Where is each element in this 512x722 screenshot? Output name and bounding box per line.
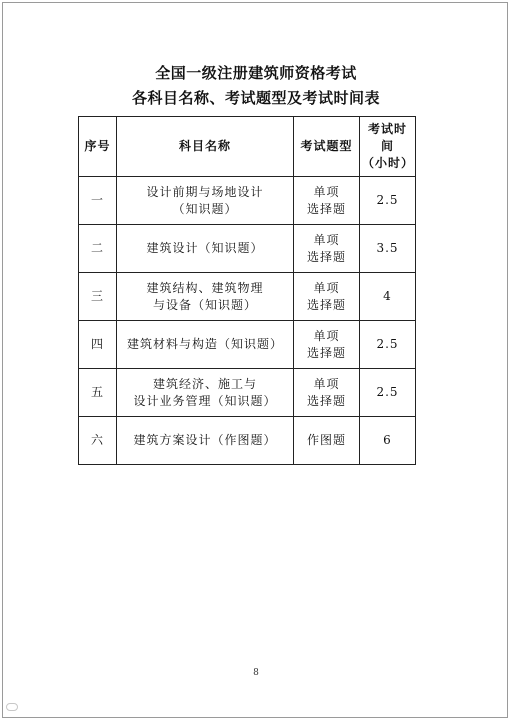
page-number: 8 — [253, 668, 259, 678]
subject-line2: 设计业务管理（知识题） — [133, 393, 277, 408]
type-line1: 作图题 — [306, 433, 346, 447]
row-seq: 五 — [79, 369, 117, 417]
subject-line2: 与设备（知识题） — [152, 297, 257, 312]
row-seq: 三 — [79, 273, 117, 321]
header-seq: 序号 — [79, 117, 117, 177]
row-hours: 4 — [360, 273, 416, 321]
row-subject — [117, 177, 294, 225]
row-subject — [117, 417, 294, 465]
watermark-icon — [6, 703, 18, 711]
subject-line1: 设计前期与场地设计 — [146, 184, 264, 199]
row-subject — [117, 369, 294, 417]
subject-line1: 建筑结构、建筑物理 — [146, 280, 264, 295]
row-hours: 6 — [360, 417, 416, 465]
row-seq: 二 — [79, 225, 117, 273]
subject-line1: 建筑经济、施工与 — [152, 376, 257, 391]
row-hours: 2.5 — [360, 321, 416, 369]
row-subject — [117, 321, 294, 369]
document-title-line1: 全国一级注册建筑师资格考试 — [155, 64, 357, 82]
table-row — [79, 321, 416, 369]
row-hours: 2.5 — [360, 369, 416, 417]
header-duration — [360, 117, 416, 177]
type-line2: 选择题 — [306, 297, 346, 312]
row-question-type — [294, 321, 360, 369]
table-row — [79, 225, 416, 273]
subject-line1: 建筑方案设计（作图题） — [133, 433, 277, 447]
type-line2: 选择题 — [306, 249, 346, 264]
type-line2: 选择题 — [306, 345, 346, 360]
row-question-type — [294, 177, 360, 225]
table-row — [79, 417, 416, 465]
type-line2: 选择题 — [306, 393, 346, 408]
row-hours: 3.5 — [360, 225, 416, 273]
subject-line2: （知识题） — [172, 201, 238, 216]
row-subject — [117, 273, 294, 321]
table-row — [79, 177, 416, 225]
subject-line1: 建筑设计（知识题） — [146, 241, 264, 255]
type-line2: 选择题 — [306, 201, 346, 216]
table-row — [79, 273, 416, 321]
type-line1: 单项 — [313, 184, 340, 199]
header-duration-line2: （小时） — [362, 156, 415, 170]
type-line1: 单项 — [313, 280, 340, 295]
row-question-type — [294, 225, 360, 273]
document-title-line2: 各科目名称、考试题型及考试时间表 — [131, 89, 380, 107]
exam-schedule-table — [78, 116, 416, 465]
row-question-type — [294, 273, 360, 321]
watermark-logo — [6, 703, 18, 711]
row-question-type — [294, 369, 360, 417]
header-subject: 科目名称 — [117, 117, 294, 177]
type-line1: 单项 — [313, 232, 340, 247]
subject-line1: 建筑材料与构造（知识题） — [126, 337, 283, 351]
row-question-type — [294, 417, 360, 465]
header-question-type: 考试题型 — [294, 117, 360, 177]
row-seq: 一 — [79, 177, 117, 225]
row-seq: 四 — [79, 321, 117, 369]
table-header-row — [79, 117, 416, 177]
type-line1: 单项 — [313, 376, 340, 391]
header-duration-line1: 考试时间 — [367, 122, 407, 153]
type-line1: 单项 — [313, 328, 340, 343]
row-seq: 六 — [79, 417, 117, 465]
row-subject — [117, 225, 294, 273]
table-row — [79, 369, 416, 417]
row-hours: 2.5 — [360, 177, 416, 225]
